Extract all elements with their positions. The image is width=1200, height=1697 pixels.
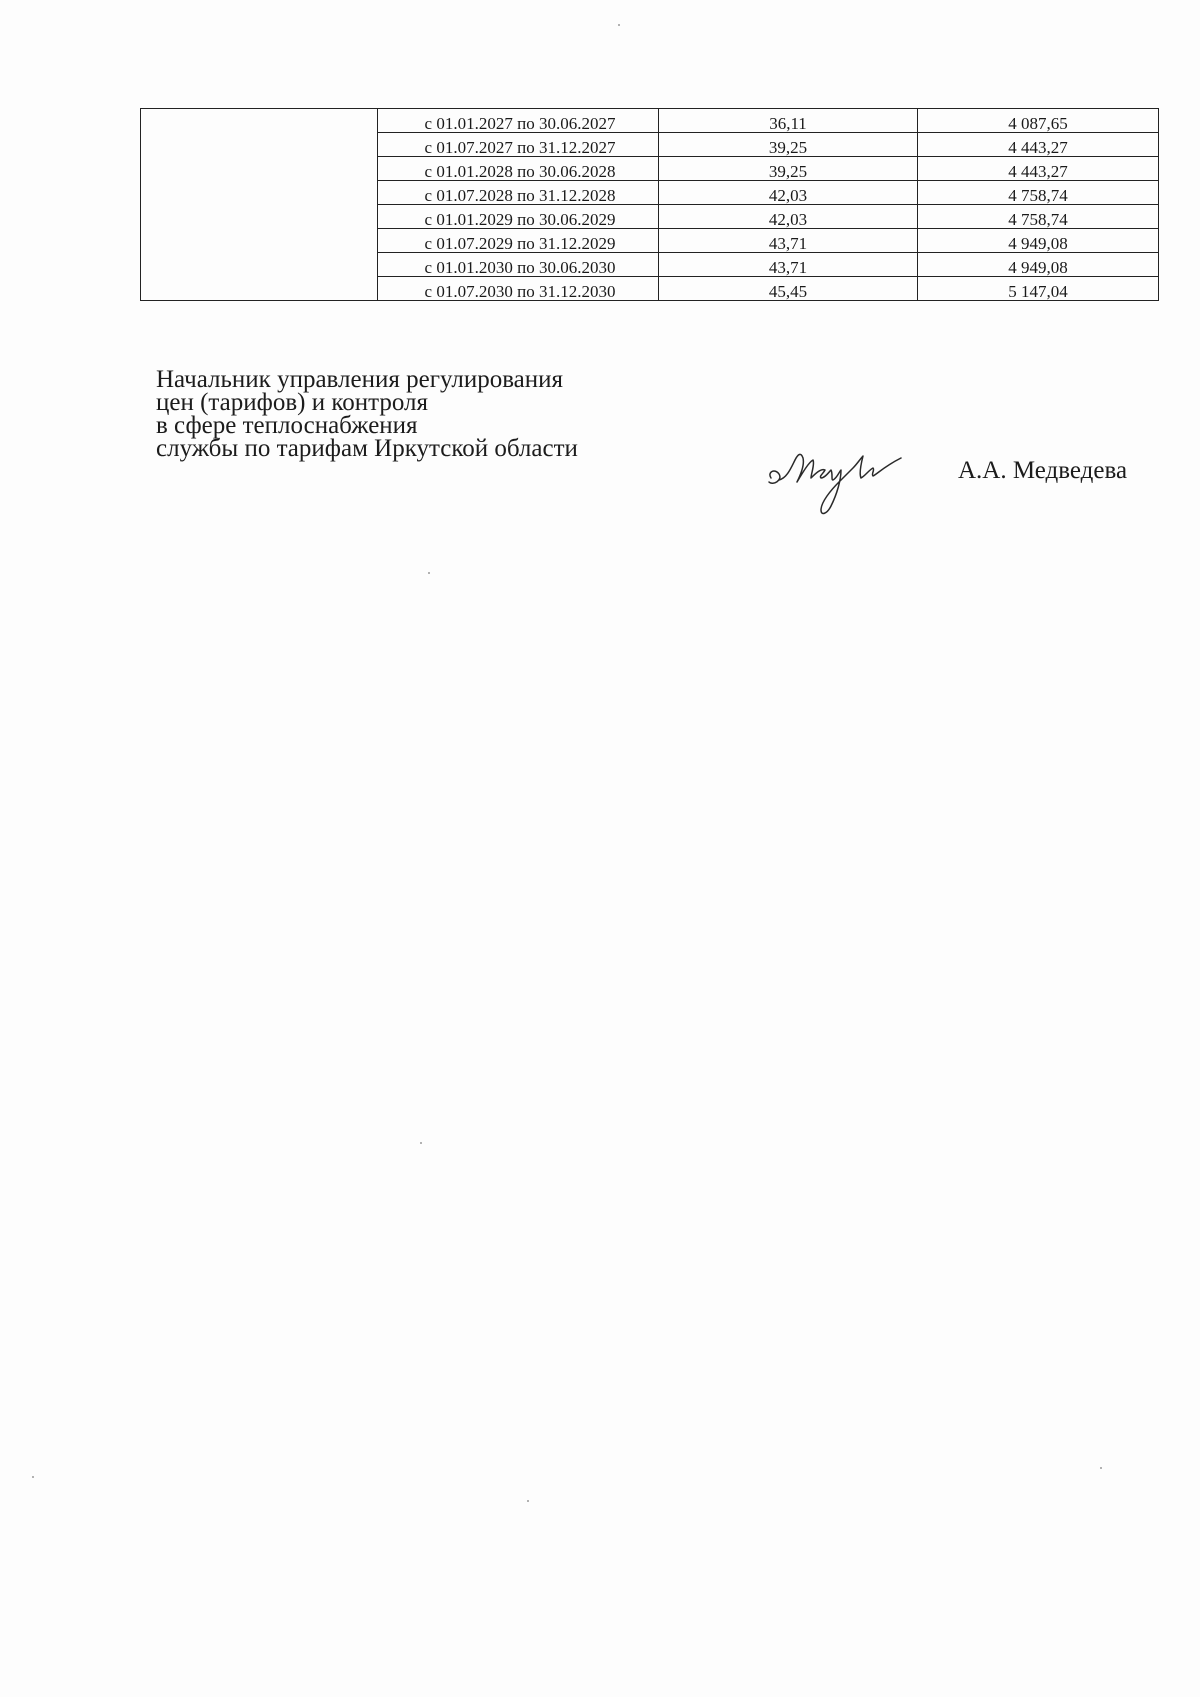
signatory-title (156, 368, 578, 460)
table-row (141, 109, 1159, 133)
scan-speck (527, 1500, 529, 1502)
value1-cell: 39,25 (659, 157, 918, 181)
value1-cell: 45,45 (659, 277, 918, 301)
signatory-name: А.А. Медведева (958, 457, 1128, 484)
value2-cell: 4 443,27 (918, 133, 1159, 157)
value1-cell: 42,03 (659, 181, 918, 205)
scan-speck (618, 24, 620, 26)
period-cell: с 01.01.2030 по 30.06.2030 (378, 253, 659, 277)
value2-cell: 4 443,27 (918, 157, 1159, 181)
handwritten-signature (765, 438, 915, 518)
scan-speck (420, 1142, 422, 1144)
period-cell: с 01.01.2027 по 30.06.2027 (378, 109, 659, 133)
value2-cell: 4 087,65 (918, 109, 1159, 133)
tariff-table (140, 108, 1159, 301)
value1-cell: 39,25 (659, 133, 918, 157)
signatory-title-line: цен (тарифов) и контроля (156, 389, 428, 416)
signatory-title-line: Начальник управления регулирования (156, 366, 564, 393)
period-cell: с 01.07.2027 по 31.12.2027 (378, 133, 659, 157)
scan-speck (428, 572, 430, 574)
value1-cell: 42,03 (659, 205, 918, 229)
signatory-title-line: службы по тарифам Иркутской области (156, 435, 578, 462)
value1-cell: 36,11 (659, 109, 918, 133)
scan-speck (1100, 1467, 1102, 1469)
period-cell: с 01.07.2030 по 31.12.2030 (378, 277, 659, 301)
scan-speck (32, 1476, 34, 1478)
tariff-table-body (141, 109, 1159, 301)
period-cell: с 01.07.2029 по 31.12.2029 (378, 229, 659, 253)
value2-cell: 4 949,08 (918, 229, 1159, 253)
signatory-title-line: в сфере теплоснабжения (156, 412, 418, 439)
value2-cell: 4 758,74 (918, 205, 1159, 229)
value1-cell: 43,71 (659, 253, 918, 277)
period-cell: с 01.01.2029 по 30.06.2029 (378, 205, 659, 229)
value2-cell: 4 758,74 (918, 181, 1159, 205)
group-cell (141, 109, 378, 301)
period-cell: с 01.01.2028 по 30.06.2028 (378, 157, 659, 181)
value1-cell: 43,71 (659, 229, 918, 253)
period-cell: с 01.07.2028 по 31.12.2028 (378, 181, 659, 205)
value2-cell: 5 147,04 (918, 277, 1159, 301)
value2-cell: 4 949,08 (918, 253, 1159, 277)
